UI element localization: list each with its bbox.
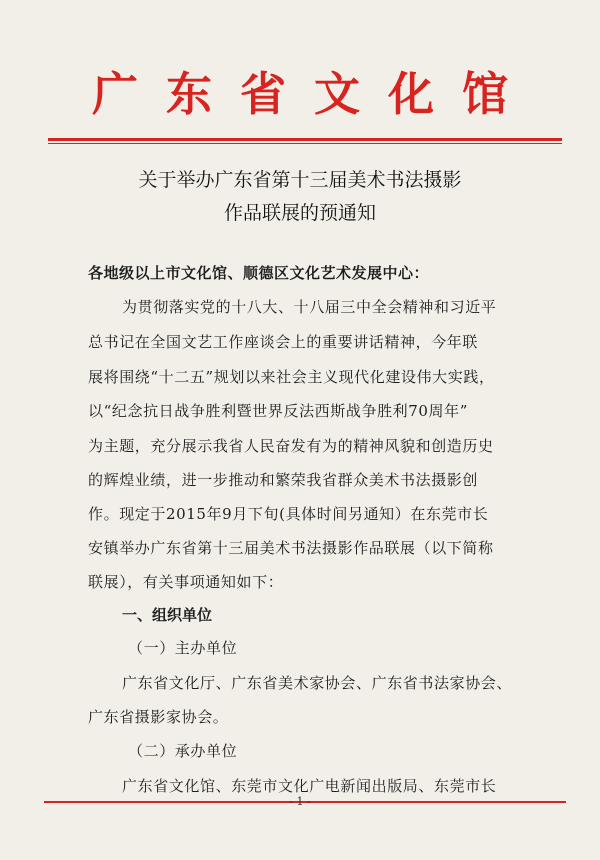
body-line: 作。现定于2015年9月下旬(具体时间另通知）在东莞市长	[88, 505, 489, 523]
body-line: 广东省文化厅、广东省美术家协会、广东省书法家协会、	[122, 674, 513, 692]
letterhead-red-rule-top	[48, 138, 562, 141]
body-line: 安镇举办广东省第十三届美术书法摄影作品联展（以下简称	[88, 539, 494, 557]
salutation: 各地级以上市文化馆、顺德区文化艺术发展中心：	[88, 264, 430, 282]
body-line: 展将围绕“十二五”规划以来社会主义现代化建设伟大实践，	[88, 368, 495, 386]
section-heading-organizers: 一、组织单位	[122, 606, 213, 624]
body-line: 广东省文化馆、东莞市文化广电新闻出版局、东莞市长	[122, 777, 497, 795]
body-line: 联展），有关事项通知如下：	[88, 573, 284, 591]
org-letterhead-title: 广东省文化馆	[92, 67, 536, 121]
body-line: 总书记在全国文艺工作座谈会上的重要讲话精神，今年联	[88, 333, 479, 351]
letterhead-red-rule-thin	[48, 143, 562, 144]
document-title-line-1: 关于举办广东省第十三届美术书法摄影	[138, 169, 462, 191]
document-title-line-2: 作品联展的预通知	[223, 202, 376, 224]
body-line: 的辉煌业绩，进一步推动和繁荣我省群众美术书法摄影创	[88, 471, 479, 489]
subsection-heading-host: （一）主办单位	[128, 639, 238, 657]
body-line: 为主题，充分展示我省人民奋发有为的精神风貌和创造历史	[88, 437, 494, 455]
body-line: 广东省摄影家协会。	[88, 708, 229, 726]
body-line: 以“纪念抗日战争胜利暨世界反法西斯战争胜利70周年”	[88, 402, 469, 420]
subsection-heading-organizer: （二）承办单位	[128, 742, 238, 760]
body-line: 为贯彻落实党的十八大、十八届三中全会精神和习近平	[122, 298, 497, 316]
page-number: - 1 -	[289, 795, 311, 808]
